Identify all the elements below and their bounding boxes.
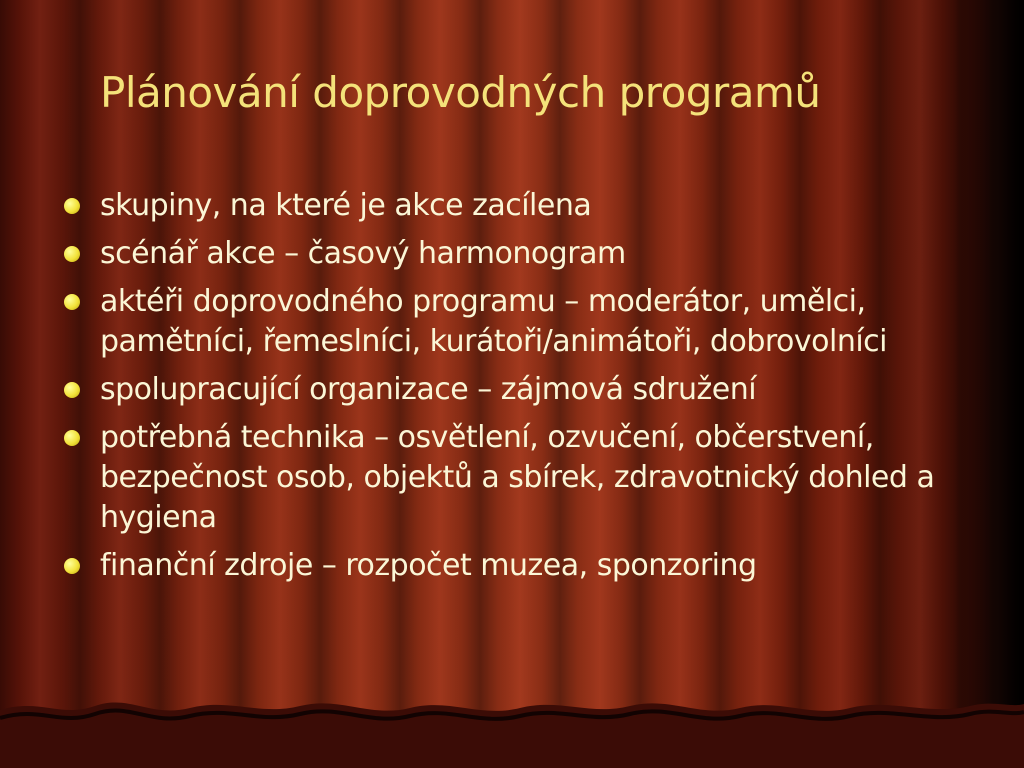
circle-bullet-icon bbox=[64, 198, 80, 214]
circle-bullet-icon bbox=[64, 430, 80, 446]
stage-floor bbox=[0, 688, 1024, 768]
slide-title: Plánování doprovodných programů bbox=[100, 68, 821, 117]
list-item-text: scénář akce – časový harmonogram bbox=[100, 236, 626, 271]
list-item bbox=[100, 418, 980, 538]
list-item-text: spolupracující organizace – zájmová sdružení bbox=[100, 372, 757, 407]
list-item bbox=[100, 186, 980, 226]
circle-bullet-icon bbox=[64, 558, 80, 574]
bullet-list bbox=[100, 186, 980, 594]
list-item bbox=[100, 282, 980, 362]
circle-bullet-icon bbox=[64, 294, 80, 310]
list-item-text: aktéři doprovodného programu – moderátor, umělci, pamětníci, řemeslníci, kurátoři/animátoři, dobrovolníci bbox=[100, 284, 888, 359]
circle-bullet-icon bbox=[64, 382, 80, 398]
list-item-text: finanční zdroje – rozpočet muzea, sponzoring bbox=[100, 548, 757, 583]
list-item-text: potřebná technika – osvětlení, ozvučení, občerstvení, bezpečnost osob, objektů a sbírek, zdravotnický dohled a hygiena bbox=[100, 420, 935, 535]
list-item bbox=[100, 370, 980, 410]
circle-bullet-icon bbox=[64, 246, 80, 262]
list-item bbox=[100, 546, 980, 586]
list-item bbox=[100, 234, 980, 274]
list-item-text: skupiny, na které je akce zacílena bbox=[100, 188, 592, 223]
